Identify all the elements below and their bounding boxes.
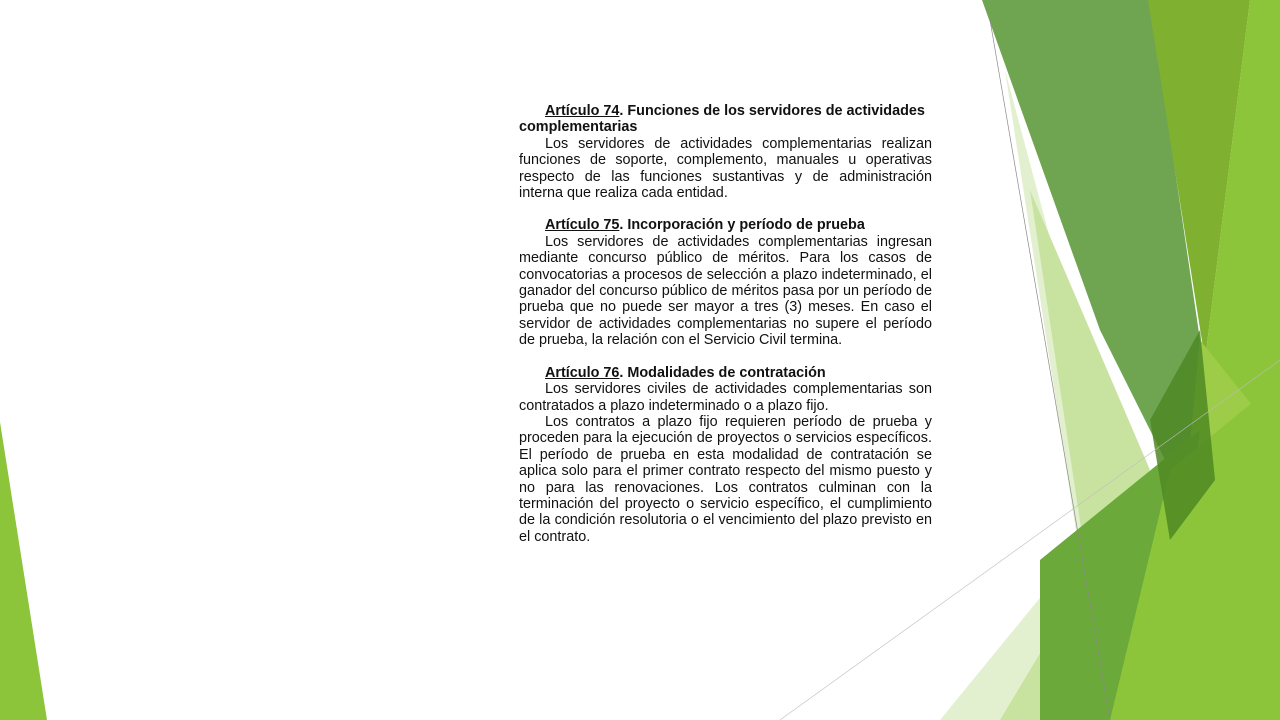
article-number: Artículo 76 bbox=[545, 364, 620, 381]
article-number: Artículo 74 bbox=[545, 103, 620, 119]
article-heading bbox=[519, 365, 932, 381]
article-76 bbox=[519, 365, 932, 545]
article-paragraph: Los servidores de actividades complementarias realizan funciones de soporte, complemento, manuales u operativas respecto de las funciones sustantivas y de administración interna que realiza cada entidad. bbox=[519, 135, 932, 202]
article-heading bbox=[519, 217, 932, 233]
article-paragraph: Los servidores de actividades complementarias ingresan mediante concurso público de méritos. Para los casos de convocatorias a procesos de selección a plazo indeterminado, el ganador del concurso público de méritos pasa por un período de prueba que no puede ser mayor a tres (3) meses. En caso el servidor de actividades complementarias no supere el período de prueba, la relación con el Servicio Civil termina. bbox=[519, 233, 932, 349]
article-title: . Incorporación y período de prueba bbox=[619, 217, 865, 234]
article-74 bbox=[519, 103, 932, 201]
article-75 bbox=[519, 217, 932, 348]
document-page bbox=[519, 103, 932, 561]
article-heading bbox=[519, 103, 932, 136]
article-number: Artículo 75 bbox=[545, 217, 620, 234]
article-paragraph: Los servidores civiles de actividades complementarias son contratados a plazo indeterminado o a plazo fijo. bbox=[519, 381, 932, 414]
article-paragraph: Los contratos a plazo fijo requieren período de prueba y proceden para la ejecución de proyectos o servicios específicos. El período de prueba en esta modalidad de contratación se aplica solo para el primer contrato respecto del mismo puesto y no para las renovaciones. Los contratos culminan con la terminación del proyecto o servicio específico, el cumplimiento de la condición resolutoria o el vencimiento del plazo previsto en el contrato. bbox=[519, 413, 932, 545]
article-title: . Funciones de los servidores de actividades complementarias bbox=[519, 103, 925, 136]
article-title: . Modalidades de contratación bbox=[619, 364, 826, 381]
left-green-sliver bbox=[0, 422, 47, 720]
